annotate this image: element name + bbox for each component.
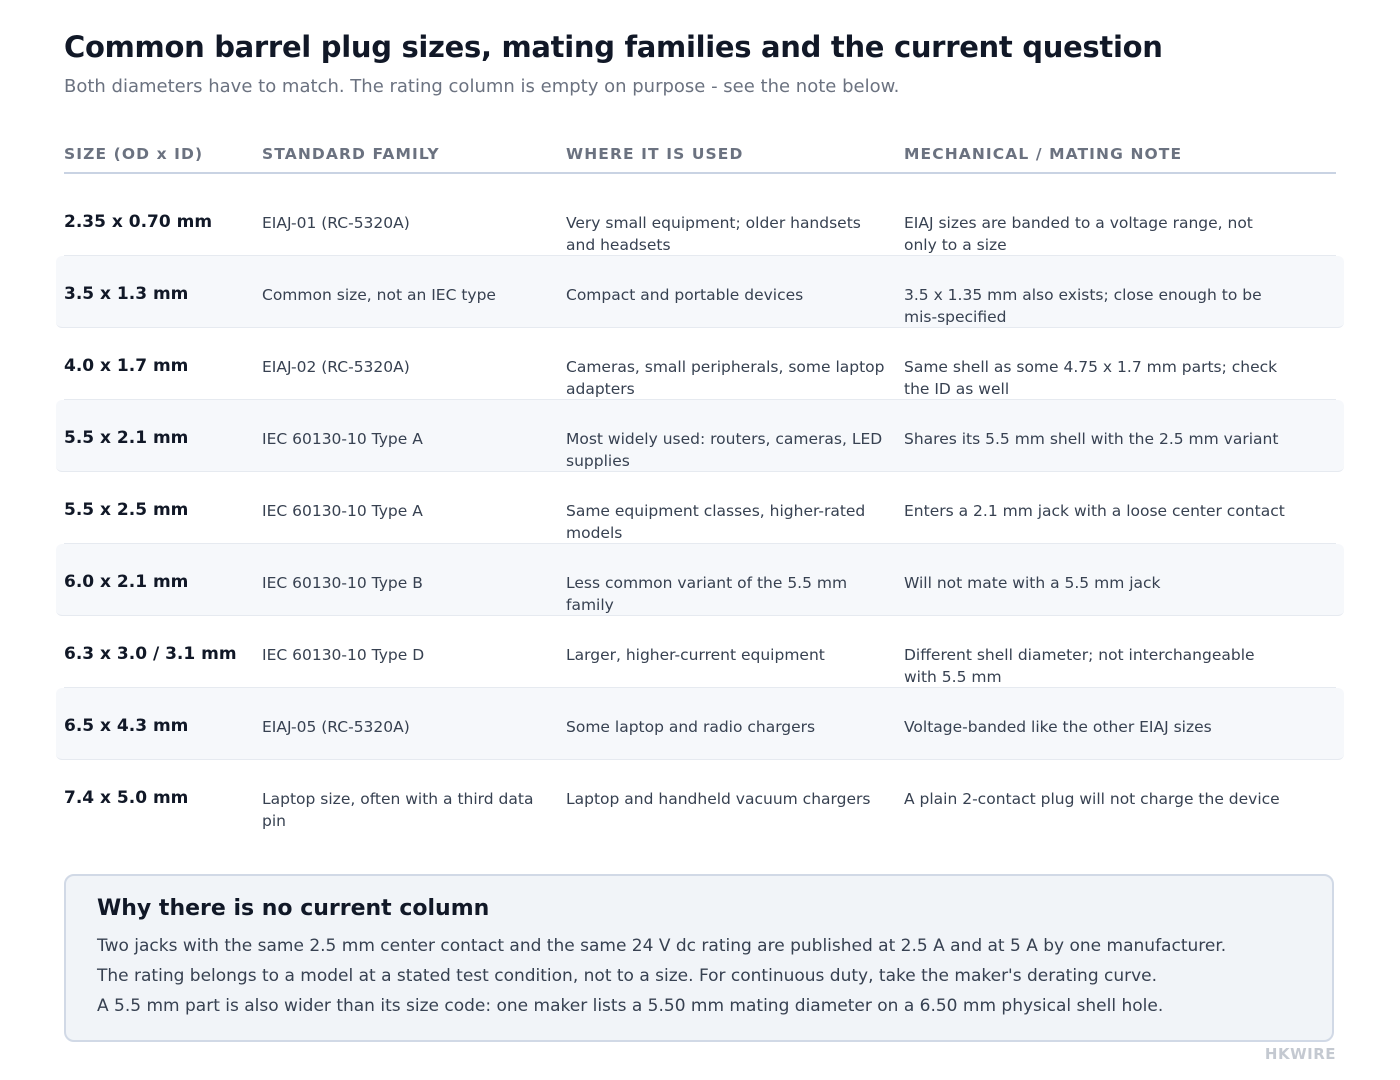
use-cell: Very small equipment; older handsets and headsets <box>566 214 861 254</box>
size-cell: 5.5 x 2.5 mm <box>64 500 189 520</box>
table-row <box>56 688 1344 760</box>
callout-title: Why there is no current column <box>97 896 490 921</box>
callout-line: The rating belongs to a model at a stated test condition, not to a size. For continuous duty, take the maker's derating curve. <box>97 966 1158 986</box>
family-cell: IEC 60130-10 Type B <box>262 574 423 592</box>
note-cell: Voltage-banded like the other EIAJ sizes <box>904 718 1212 736</box>
use-cell: Most widely used: routers, cameras, LED supplies <box>566 430 883 470</box>
family-cell: IEC 60130-10 Type A <box>262 430 423 448</box>
use-cell: Cameras, small peripherals, some laptop adapters <box>566 358 885 398</box>
no-current-column-callout <box>64 874 1334 1042</box>
page-title: Common barrel plug sizes, mating families and the current question <box>64 30 1163 64</box>
page-subtitle: Both diameters have to match. The rating column is empty on purpose - see the note below. <box>64 76 900 97</box>
size-cell: 6.5 x 4.3 mm <box>64 716 189 736</box>
size-cell: 7.4 x 5.0 mm <box>64 788 189 808</box>
column-header-note: MECHANICAL / MATING NOTE <box>904 145 1183 163</box>
note-cell: Enters a 2.1 mm jack with a loose center contact <box>904 502 1285 520</box>
table-row <box>64 472 1336 544</box>
column-header-use: WHERE IT IS USED <box>566 145 744 163</box>
note-cell: EIAJ sizes are banded to a voltage range, not only to a size <box>904 214 1253 254</box>
note-cell: A plain 2-contact plug will not charge the device <box>904 790 1280 808</box>
use-cell: Some laptop and radio chargers <box>566 718 816 736</box>
table-row <box>64 616 1336 688</box>
note-cell: Will not mate with a 5.5 mm jack <box>904 574 1161 592</box>
family-cell: IEC 60130-10 Type D <box>262 646 425 664</box>
brand-watermark: HKWIRE <box>1264 1045 1336 1063</box>
table-header <box>64 136 1336 174</box>
barrel-plug-table <box>64 136 1336 830</box>
table-row <box>56 544 1344 616</box>
table-row <box>64 328 1336 400</box>
use-cell: Same equipment classes, higher-rated models <box>566 502 866 542</box>
column-header-family: STANDARD FAMILY <box>262 145 440 163</box>
size-cell: 4.0 x 1.7 mm <box>64 356 189 376</box>
size-cell: 2.35 x 0.70 mm <box>64 212 213 232</box>
size-cell: 3.5 x 1.3 mm <box>64 284 189 304</box>
note-cell: 3.5 x 1.35 mm also exists; close enough to be mis-specified <box>904 286 1262 326</box>
column-header-size: SIZE (OD x ID) <box>64 145 204 163</box>
table-body <box>64 184 1336 831</box>
table-row <box>56 400 1344 472</box>
note-cell: Same shell as some 4.75 x 1.7 mm parts; check the ID as well <box>904 358 1278 398</box>
family-cell: Laptop size, often with a third data pin <box>262 790 534 830</box>
size-cell: 6.3 x 3.0 / 3.1 mm <box>64 644 237 664</box>
family-cell: IEC 60130-10 Type A <box>262 502 423 520</box>
table-row <box>64 184 1336 256</box>
table-row <box>56 256 1344 328</box>
size-cell: 6.0 x 2.1 mm <box>64 572 189 592</box>
size-cell: 5.5 x 2.1 mm <box>64 428 189 448</box>
family-cell: EIAJ-01 (RC-5320A) <box>262 214 410 232</box>
callout-line: Two jacks with the same 2.5 mm center contact and the same 24 V dc rating are published at 2.5 A and at 5 A by one manufacturer. <box>97 936 1227 956</box>
family-cell: Common size, not an IEC type <box>262 286 496 304</box>
note-cell: Different shell diameter; not interchangeable with 5.5 mm <box>904 646 1255 686</box>
use-cell: Larger, higher-current equipment <box>566 646 825 664</box>
use-cell: Less common variant of the 5.5 mm family <box>566 574 848 614</box>
family-cell: EIAJ-05 (RC-5320A) <box>262 718 410 736</box>
use-cell: Laptop and handheld vacuum chargers <box>566 790 871 808</box>
table-row <box>64 760 1336 831</box>
note-cell: Shares its 5.5 mm shell with the 2.5 mm variant <box>904 430 1279 448</box>
callout-line: A 5.5 mm part is also wider than its size code: one maker lists a 5.50 mm mating diameter on a 6.50 mm physical shell hole. <box>97 996 1164 1016</box>
family-cell: EIAJ-02 (RC-5320A) <box>262 358 410 376</box>
use-cell: Compact and portable devices <box>566 286 804 304</box>
